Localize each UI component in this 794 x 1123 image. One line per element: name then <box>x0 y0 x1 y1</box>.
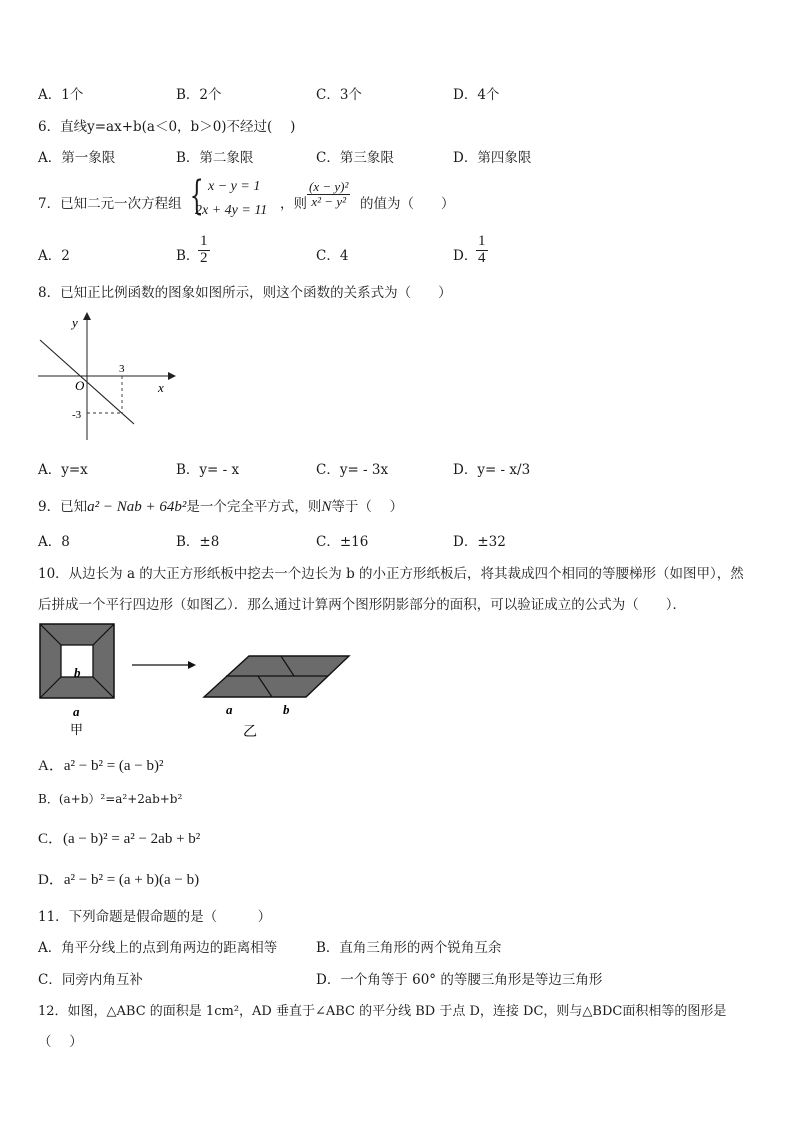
q5-option-a: A．1个 <box>38 87 84 103</box>
q12-line2: （ ） <box>38 1034 83 1050</box>
q10-option-c-text: C．(a − b)² = a² − 2ab + b² <box>38 831 201 847</box>
q11-option-c: C．同旁内角互补 <box>38 972 143 988</box>
q8-x-label: x <box>158 380 164 395</box>
q10-label-b: b <box>283 702 290 717</box>
q7-option-b: B． <box>176 248 200 264</box>
q6-option-a: A．第一象限 <box>38 150 116 166</box>
q10-line1: 10．从边长为 a 的大正方形纸板中挖去一个边长为 b 的小正方形纸板后，将其裁成四个相同的等腰梯形（如图甲），然 <box>38 566 744 582</box>
q8-x-tick-label: 3 <box>119 363 125 375</box>
q10-label-a: a <box>226 702 233 717</box>
q5-option-b: B．2个 <box>176 87 222 103</box>
q10-figure-jia <box>40 624 114 737</box>
q9-option-b: B．±8 <box>176 534 220 550</box>
q8-x-arrow <box>168 372 176 380</box>
q10-caption-jia: 甲 <box>70 722 84 737</box>
q7-fraction <box>307 180 350 208</box>
q10-label-inner-b: b <box>74 665 81 680</box>
q10-arrow-head <box>188 661 196 669</box>
q8-option-d: D．y= - x/3 <box>453 462 531 478</box>
q10-figure <box>36 620 366 742</box>
q12-line1: 12．如图，△ABC 的面积是 1cm²，AD 垂直于∠ABC 的平分线 BD 于点 D，连接 DC，则与△BDC面积相等的图形是 <box>38 1004 727 1019</box>
q8-option-c: C．y= - 3x <box>316 462 389 478</box>
q7-frac-den: x² − y² <box>311 193 346 209</box>
q8-graph <box>30 310 180 445</box>
q6-stem: 6．直线y=ax+b(a＜0，b＞0)不经过( ) <box>38 119 296 135</box>
q9-variable: N <box>321 499 332 515</box>
q7-option-d-fraction <box>476 234 488 267</box>
q11-option-d: D．一个角等于 60° 的等腰三角形是等边三角形 <box>316 972 603 988</box>
q7-option-b-num: 1 <box>200 233 208 249</box>
q7-option-b-den: 2 <box>200 249 208 266</box>
q10-option-a <box>38 754 164 775</box>
q8-y-arrow <box>83 312 91 320</box>
q7-frac-num: (x − y)² <box>309 179 349 194</box>
q7-option-a: A．2 <box>38 248 70 264</box>
q8-option-b: B．y= - x <box>176 462 240 478</box>
q10-label-side-a: a <box>73 704 80 719</box>
q6-option-b: B．第二象限 <box>176 150 254 166</box>
q6-option-d: D．第四象限 <box>453 150 532 166</box>
q8-y-label: y <box>72 315 78 330</box>
q8-y-tick-label: -3 <box>72 409 82 421</box>
q7-suffix: 的值为（ ） <box>360 196 455 212</box>
q10-option-b: B．(a+b）²=a²+2ab+b² <box>38 792 183 806</box>
q7-option-c: C．4 <box>316 248 349 264</box>
q7-option-b-fraction <box>198 234 210 267</box>
q7-option-d-num: 1 <box>478 233 486 249</box>
q11-option-b: B．直角三角形的两个锐角互余 <box>316 940 502 956</box>
q7-eq1: x − y = 1 <box>208 179 261 194</box>
q9-suffix: 等于（ ） <box>331 499 404 515</box>
q9-mid: 是一个完全平方式，则 <box>186 499 322 515</box>
q8-origin-label: O <box>75 378 85 393</box>
q6-option-c: C．第三象限 <box>316 150 394 166</box>
q7-eq2: 2x + 4y = 11 <box>195 203 268 218</box>
q9-option-d: D．±32 <box>453 534 506 550</box>
q5-option-d: D．4个 <box>453 87 500 103</box>
q7-brace: { <box>189 173 204 219</box>
q8-option-a: A．y=x <box>38 462 88 478</box>
q10-option-d <box>38 868 199 889</box>
q10-option-d-text: D．a² − b² = (a + b)(a − b) <box>38 872 200 888</box>
q9-option-c: C．±16 <box>316 534 369 550</box>
q7-option-d: D． <box>453 248 478 264</box>
q11-option-a: A．角平分线上的点到角两边的距离相等 <box>38 940 278 956</box>
q10-line2: 后拼成一个平行四边形（如图乙）．那么通过计算两个图形阴影部分的面积，可以验证成立的公式为（ ）． <box>38 597 686 613</box>
q9-line <box>38 495 403 516</box>
q9-expression: a² − Nab + 64b² <box>87 499 187 515</box>
q10-caption-yi: 乙 <box>243 725 257 740</box>
q9-prefix: 9．已知 <box>38 499 88 515</box>
q11-stem: 11．下列命题是假命题的是（ ） <box>38 909 272 925</box>
q7-prefix: 7．已知二元一次方程组 <box>38 196 182 212</box>
q10-figure-yi <box>204 656 349 740</box>
q7-option-d-den: 4 <box>478 249 486 266</box>
q7-mid: ，则 <box>280 196 307 212</box>
q9-option-a: A．8 <box>38 534 70 550</box>
q5-option-c: C．3个 <box>316 87 362 103</box>
q10-option-c <box>38 827 200 848</box>
q10-option-a-text: A．a² − b² = (a − b)² <box>38 758 164 774</box>
q8-stem: 8．已知正比例函数的图象如图所示，则这个函数的关系式为（ ） <box>38 285 452 301</box>
